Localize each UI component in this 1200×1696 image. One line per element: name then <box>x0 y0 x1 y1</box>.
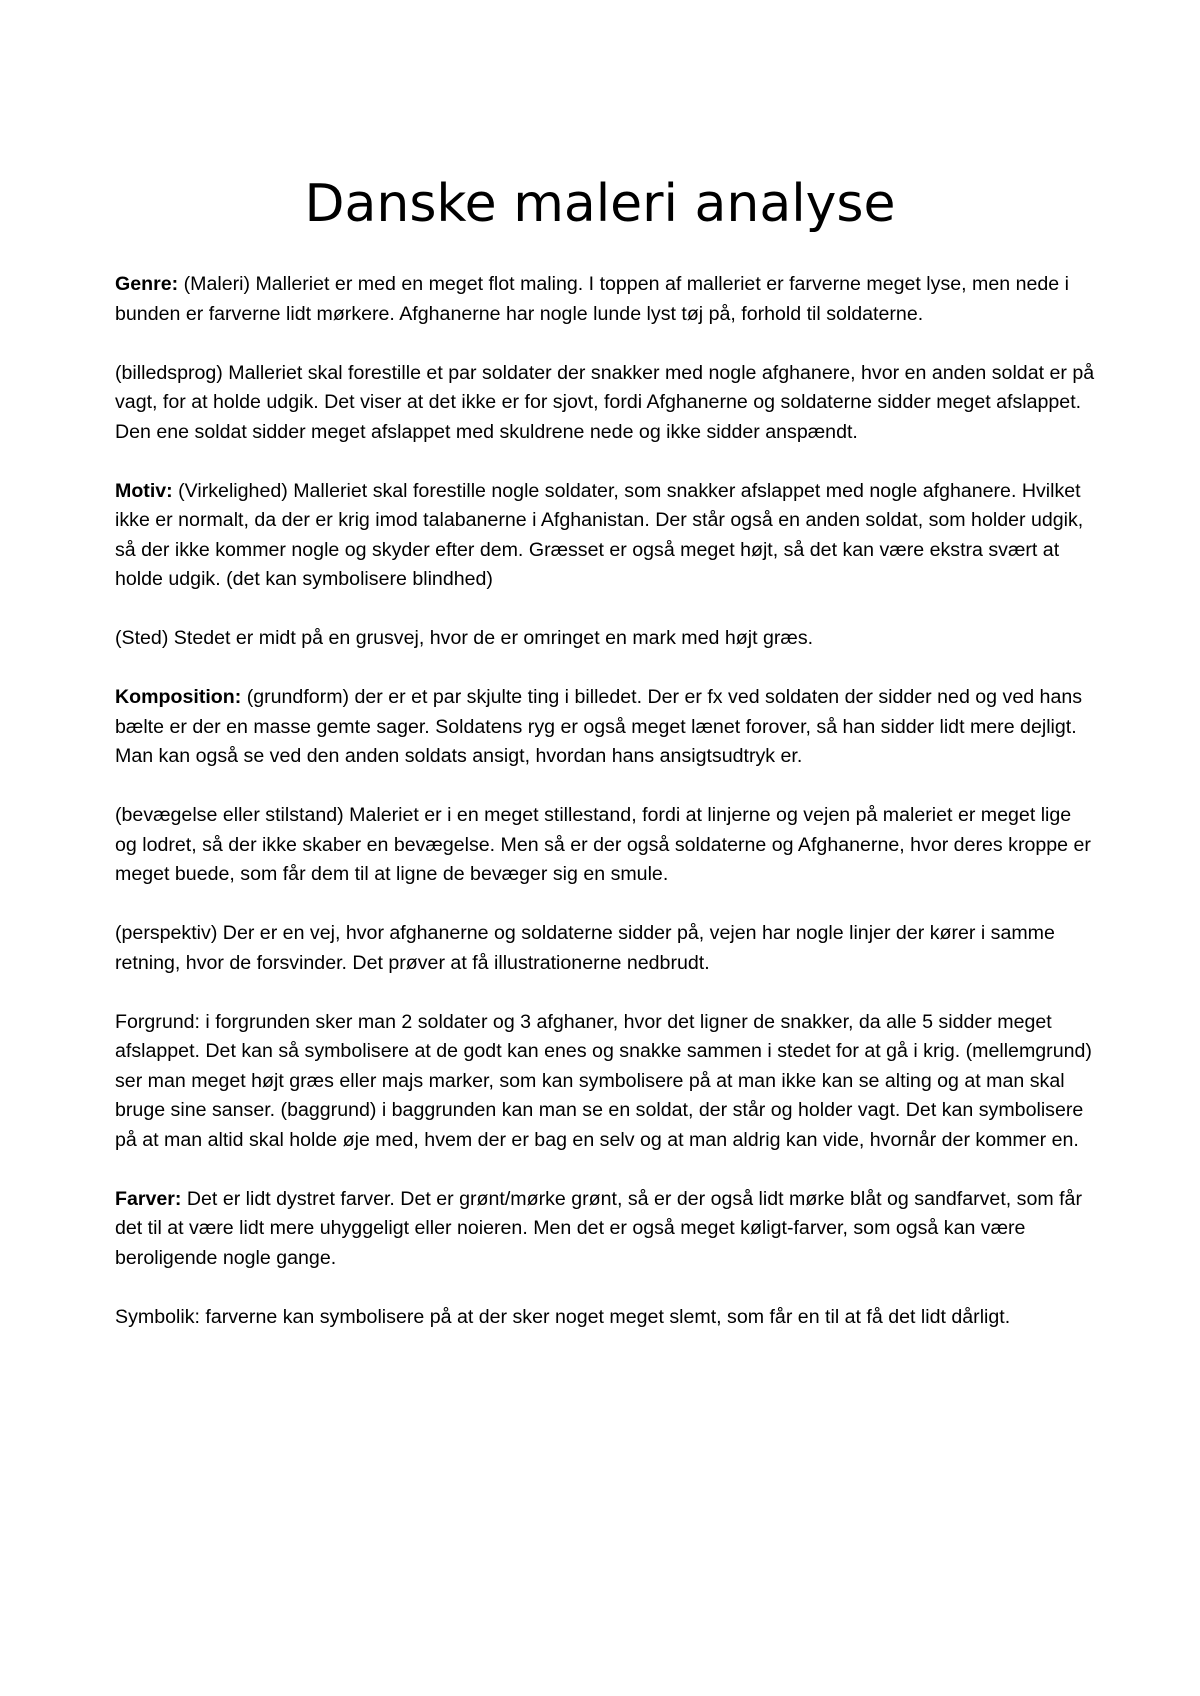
paragraph-text: Symbolik: farverne kan symbolisere på at der sker noget meget slemt, som får en til at få det lidt dårligt. <box>115 1305 1011 1328</box>
paragraph-symbolik <box>115 1303 1095 1333</box>
paragraph-billedsprog <box>115 359 1095 448</box>
paragraph-text: (perspektiv) Der er en vej, hvor afghanerne og soldaterne sidder på, vejen har nogle linjer der kører i samme retning, hvor de forsvinder. Det prøver at få illustrationerne nedbrudt. <box>115 922 1055 974</box>
paragraph-label: Motiv: <box>115 479 173 502</box>
paragraph-genre <box>115 270 1095 329</box>
paragraph-text: (billedsprog) Malleriet skal forestille et par soldater der snakker med nogle afghanere, hvor en anden soldat er på vagt, for at holde udgik. Det viser at det ikke er for sjovt, fordi Afghanerne og soldaterne sidder meget afslappet. Den ene soldat sidder meget afslappet med skuldrene nede og ikke sidder anspændt. <box>115 361 1095 443</box>
paragraph-farver <box>115 1185 1095 1274</box>
paragraph-label: Farver: <box>115 1187 182 1210</box>
paragraph-label: Komposition: <box>115 686 242 708</box>
paragraph-text: (Virkelighed) Malleriet skal forestille nogle soldater, som snakker afslappet med nogle afghanere. Hvilket ikke er normalt, da der er krig imod talabanerne i Afghanistan. Der står også en anden soldat, som holder udgik, så der ikke kommer nogle og skyder efter dem. Græsset er også meget højt, så det kan være ekstra svært at holde udgik. (det kan symbolisere blindhed) <box>115 479 1084 590</box>
paragraph-sted <box>115 624 1095 654</box>
paragraph-motiv <box>115 477 1095 595</box>
paragraph-text: (Maleri) Malleriet er med en meget flot maling. I toppen af malleriet er farverne meget lyse, men nede i bunden er farverne lidt mørkere. Afghanerne har nogle lunde lyst tøj på, forhold til soldaterne. <box>115 273 1069 325</box>
paragraph-forgrund <box>115 1008 1095 1156</box>
paragraph-text: Forgrund: i forgrunden sker man 2 soldater og 3 afghaner, hvor det ligner de snakker, da alle 5 sidder meget afslappet. Det kan så symbolisere at de godt kan enes og snakke sammen i stedet for at gå i krig. (mellemgrund) ser man meget højt græs eller majs marker, som kan symbolisere på at man ikke kan se alting og at man skal bruge sine sanser. (baggrund) i baggrunden kan man se en soldat, der står og holder vagt. Det kan symbolisere på at man altid skal holde øje med, hvem der er bag en selv og at man aldrig kan vide, hvornår der kommer en. <box>115 1010 1092 1151</box>
paragraph-label: Genre: <box>115 273 179 295</box>
paragraph-text: (grundform) der er et par skjulte ting i billedet. Der er fx ved soldaten der sidder ned og ved hans bælte er der en masse gemte sager. Soldatens ryg er også meget lænet forover, så han sidder lidt mere dejligt. Man kan også se ved den anden soldats ansigt, hvordan hans ansigtsudtryk er. <box>115 686 1083 767</box>
document-title: Danske maleri analyse <box>304 174 896 234</box>
paragraph-text: Det er lidt dystret farver. Det er grønt/mørke grønt, så er der også lidt mørke blåt og sandfarvet, som får det til at være lidt mere uhyggeligt eller noieren. Men det er også meget køligt-farver, som også kan være beroligende nogle gange. <box>115 1187 1082 1269</box>
document-body <box>115 270 1095 1332</box>
paragraph-text: (Sted) Stedet er midt på en grusvej, hvor de er omringet en mark med højt græs. <box>115 627 814 649</box>
paragraph-bevaegelse <box>115 801 1095 890</box>
paragraph-perspektiv <box>115 919 1095 978</box>
paragraph-text: (bevægelse eller stilstand) Maleriet er i en meget stillestand, fordi at linjerne og vejen på maleriet er meget lige og lodret, så der ikke skaber en bevægelse. Men så er der også soldaterne og Afghanerne, hvor deres kroppe er meget buede, som får dem til at ligne de bevæger sig en smule. <box>115 804 1091 885</box>
paragraph-komposition <box>115 683 1095 772</box>
